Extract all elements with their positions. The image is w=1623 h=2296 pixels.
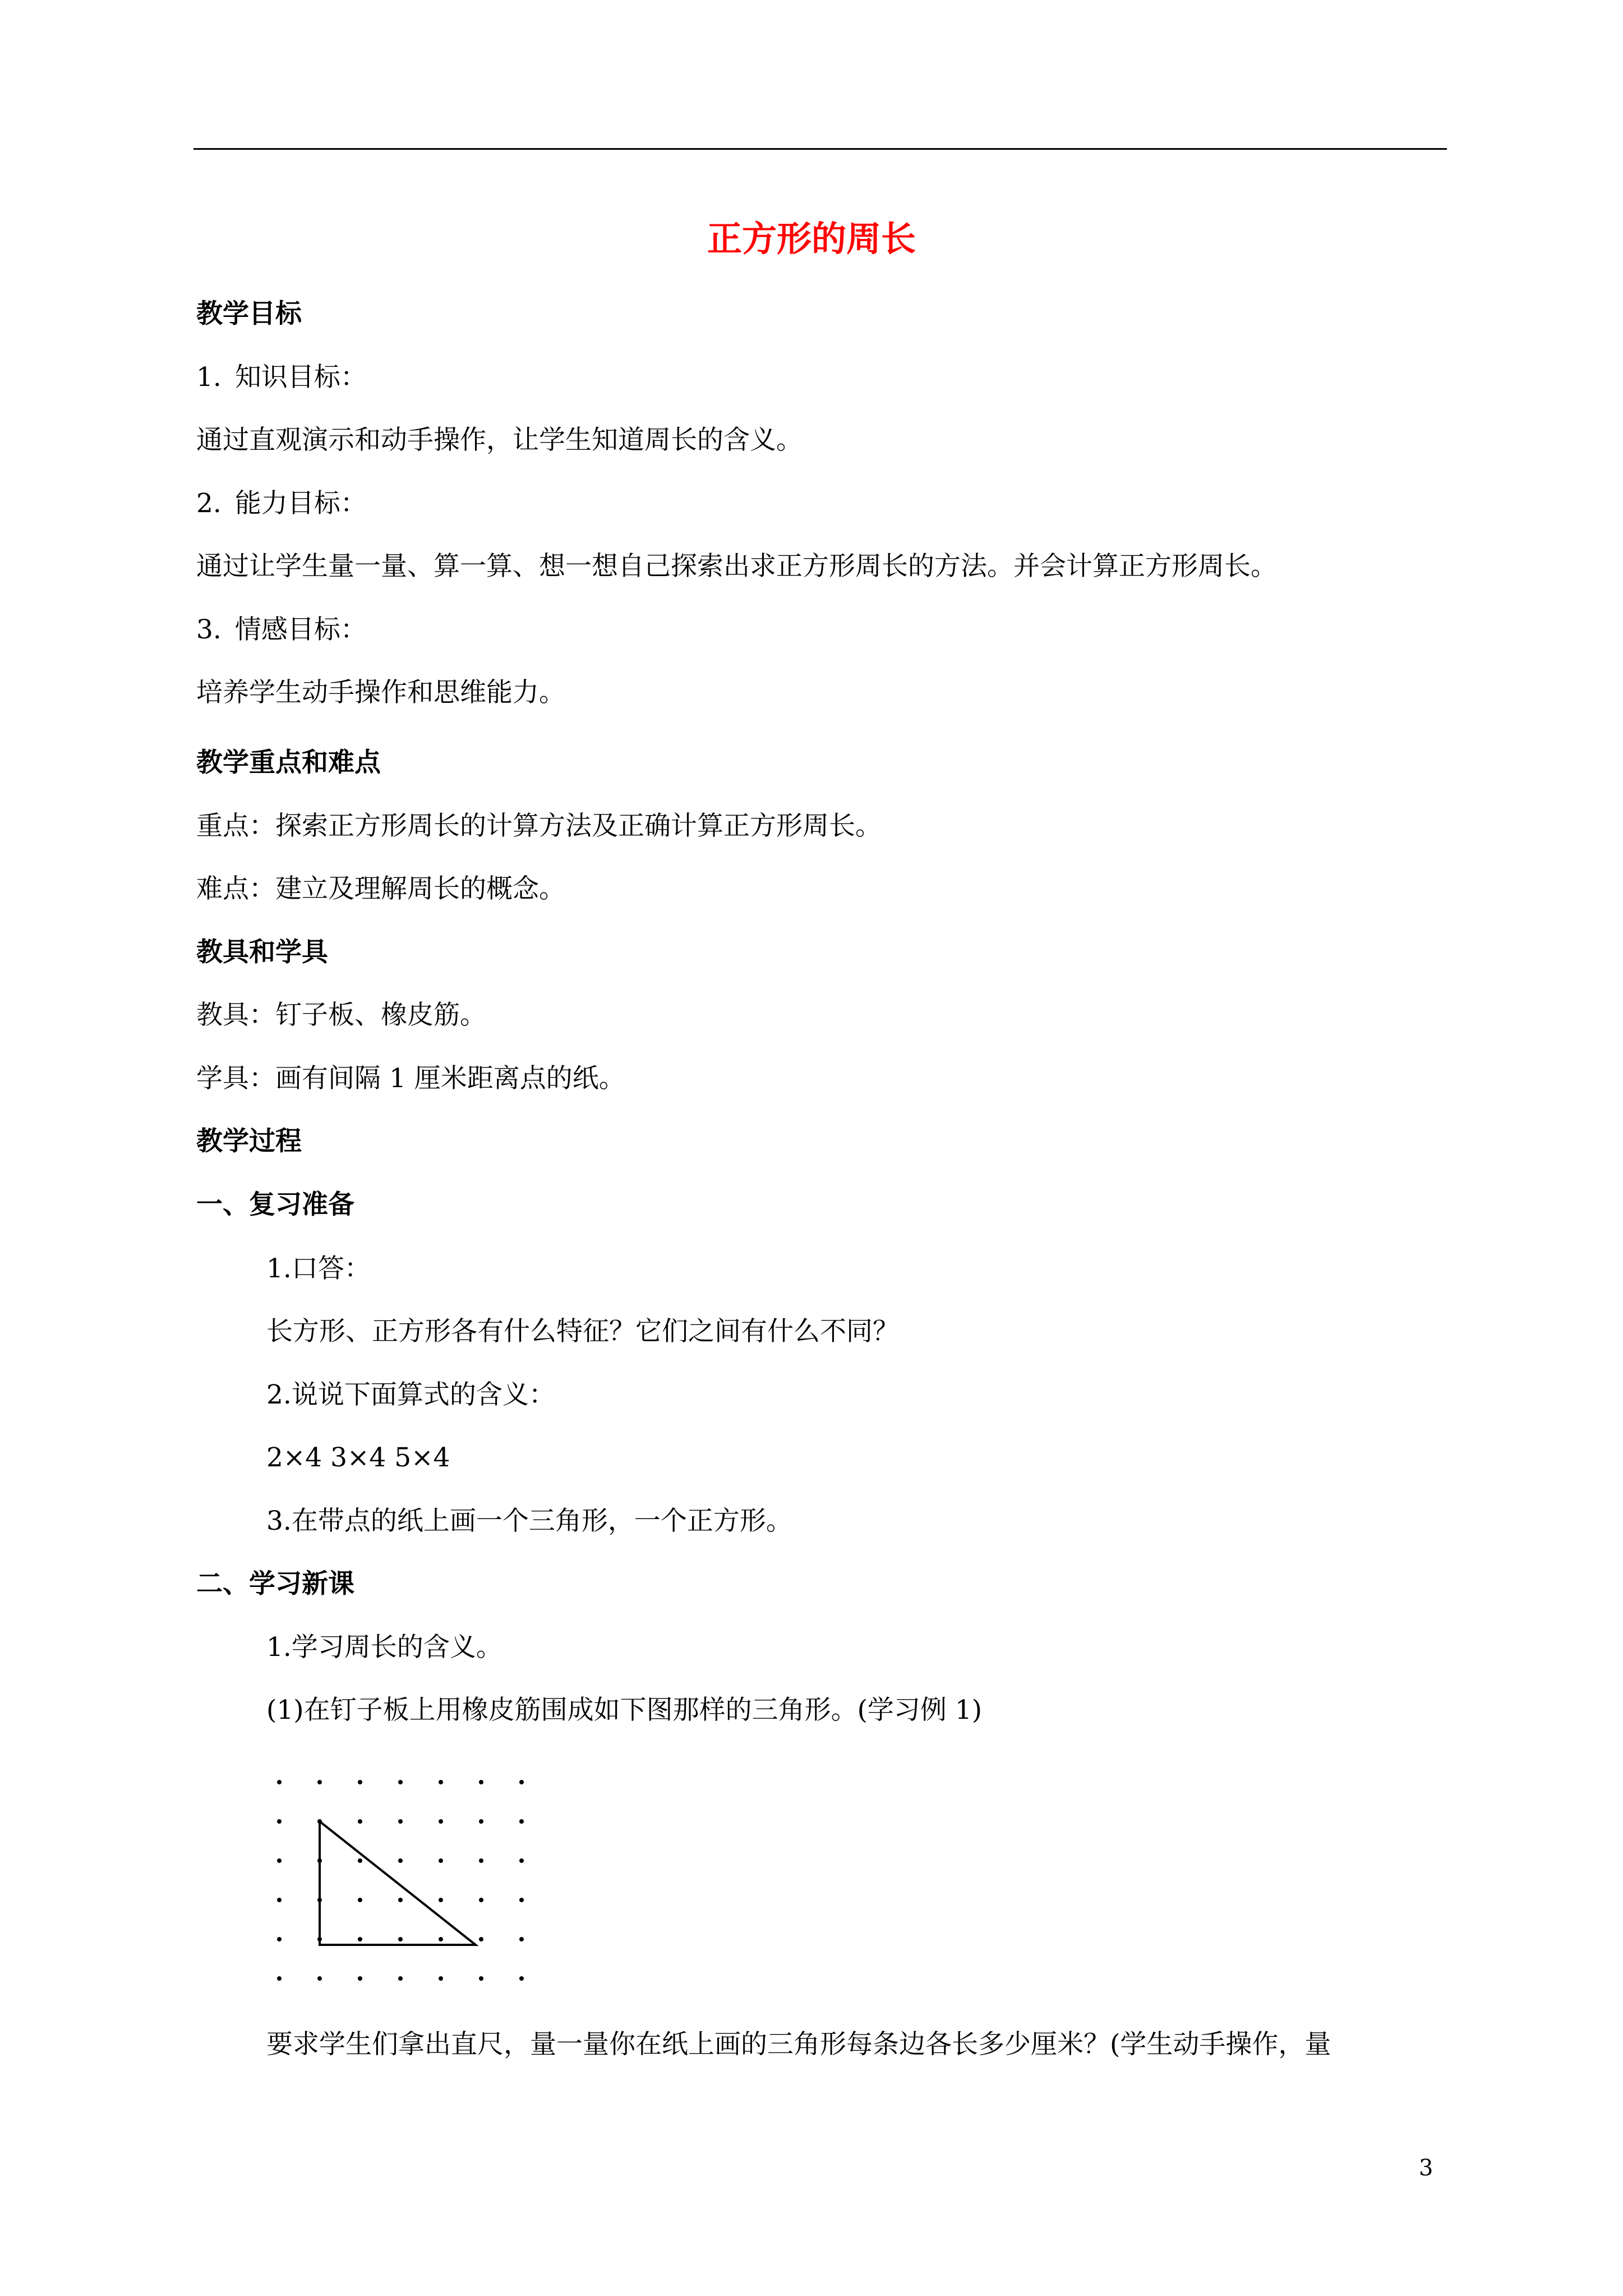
grid-dot: [398, 1819, 403, 1824]
grid-dot: [277, 1780, 282, 1784]
grid-dot: [479, 1976, 483, 1981]
objective-3-number: 3.: [196, 614, 222, 645]
grid-dot: [439, 1858, 443, 1863]
grid-dot: [439, 1819, 443, 1824]
grid-dot: [277, 1858, 282, 1863]
part2-item-1-text: 要求学生们拿出直尺，量一量你在纸上画的三角形每条边各长多少厘米？(学生动手操作，量: [266, 2029, 1331, 2060]
student-tools-text: 学具：画有间隔 1 厘米距离点的纸。: [196, 1063, 625, 1094]
grid-dot: [358, 1976, 362, 1981]
heading-tools: 教具和学具: [196, 937, 328, 968]
objective-3-label: 情感目标：: [234, 614, 367, 645]
grid-dot: [358, 1819, 362, 1824]
objective-2: [196, 487, 367, 521]
grid-dot: [358, 1780, 362, 1784]
grid-dot: [317, 1780, 322, 1784]
grid-dot: [479, 1858, 483, 1863]
objective-3: [196, 613, 367, 647]
grid-dot: [519, 1858, 524, 1863]
triangle-shape: [320, 1821, 476, 1945]
objective-1: [196, 361, 367, 394]
grid-dot: [439, 1898, 443, 1902]
heading-part1: 一、复习准备: [196, 1189, 354, 1220]
part2-item-1: 1.学习周长的含义。: [266, 1632, 502, 1663]
document-title: 正方形的周长: [707, 218, 916, 259]
objective-1-text: 通过直观演示和动手操作，让学生知道周长的含义。: [196, 425, 803, 455]
grid-dot: [439, 1937, 443, 1941]
part1-item-1: 1.口答：: [266, 1253, 371, 1284]
objective-2-number: 2.: [196, 488, 222, 519]
grid-dot: [277, 1898, 282, 1902]
objective-1-label: 知识目标：: [234, 362, 367, 393]
grid-dot: [519, 1819, 524, 1824]
grid-dot: [398, 1937, 403, 1941]
part1-item-2-text: 2×4 3×4 5×4: [266, 1442, 450, 1473]
grid-dot: [519, 1976, 524, 1981]
part1-item-3: 3.在带点的纸上画一个三角形，一个正方形。: [266, 1506, 792, 1536]
heading-part2: 二、学习新课: [196, 1568, 354, 1599]
grid-dot: [358, 1898, 362, 1902]
grid-dot: [317, 1976, 322, 1981]
grid-dot: [398, 1976, 403, 1981]
difficulty-text: 难点：建立及理解周长的概念。: [196, 873, 565, 904]
keypoint-text: 重点：探索正方形周长的计算方法及正确计算正方形周长。: [196, 811, 882, 841]
grid-dot: [358, 1858, 362, 1863]
grid-dot: [519, 1898, 524, 1902]
part1-item-2: 2.说说下面算式的含义：: [266, 1379, 555, 1410]
grid-dot: [519, 1780, 524, 1784]
grid-dot: [358, 1937, 362, 1941]
heading-objectives: 教学目标: [196, 298, 302, 329]
dot-grid-triangle-figure: [264, 1775, 555, 2000]
objective-2-label: 能力目标：: [234, 488, 367, 519]
teacher-tools-text: 教具：钉子板、橡皮筋。: [196, 1000, 486, 1030]
header-rule: [193, 148, 1447, 150]
grid-dot: [519, 1937, 524, 1941]
grid-dot: [277, 1976, 282, 1981]
objective-3-text: 培养学生动手操作和思维能力。: [196, 677, 565, 708]
grid-dot: [479, 1898, 483, 1902]
heading-process: 教学过程: [196, 1126, 302, 1157]
grid-dot: [398, 1780, 403, 1784]
part2-item-1-sub: (1)在钉子板上用橡皮筋围成如下图那样的三角形。(学习例 1): [266, 1695, 983, 1726]
grid-dot: [479, 1819, 483, 1824]
part1-item-1-text: 长方形、正方形各有什么特征？它们之间有什么不同？: [266, 1316, 899, 1347]
grid-dot: [277, 1819, 282, 1824]
grid-dot: [398, 1898, 403, 1902]
grid-dot: [479, 1780, 483, 1784]
grid-dot: [439, 1976, 443, 1981]
grid-dot: [479, 1937, 483, 1941]
objective-1-number: 1.: [196, 362, 222, 393]
page-number: 3: [1419, 2155, 1433, 2181]
grid-dot: [277, 1937, 282, 1941]
grid-dot: [398, 1858, 403, 1863]
heading-keypoints: 教学重点和难点: [196, 747, 381, 778]
objective-2-text: 通过让学生量一量、算一算、想一想自己探索出求正方形周长的方法。并会计算正方形周长。: [196, 551, 1277, 582]
grid-dot: [439, 1780, 443, 1784]
